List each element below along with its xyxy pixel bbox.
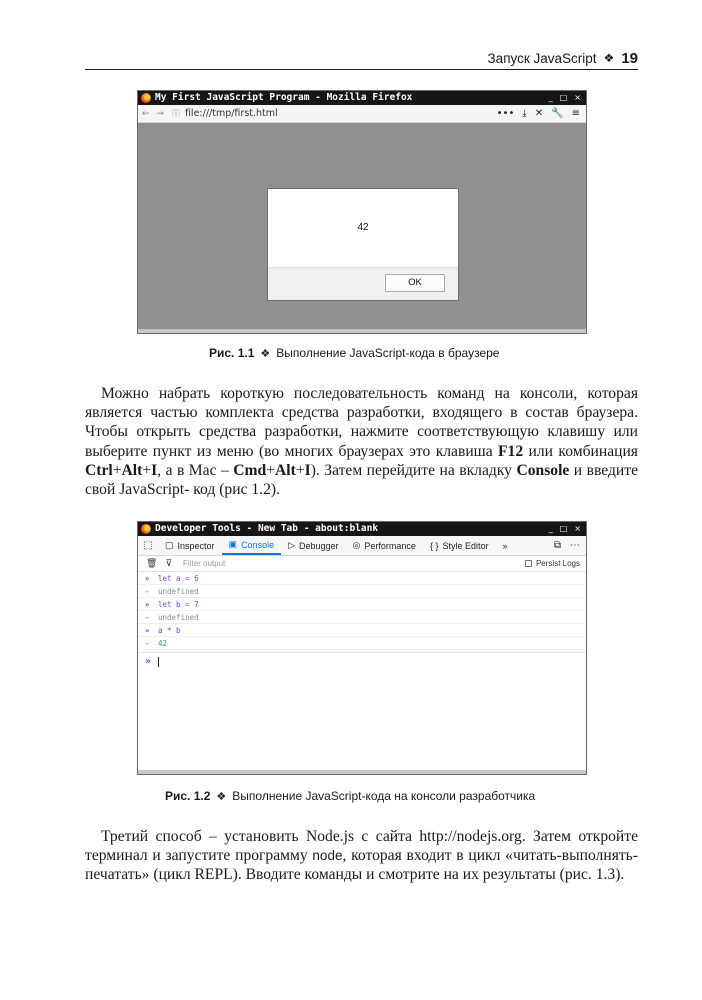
para-text: или комбинация	[523, 442, 638, 460]
key-i: I	[151, 461, 158, 479]
caption-text: Выполнение JavaScript-кода в браузере	[276, 346, 500, 360]
tab-debugger[interactable]	[281, 536, 345, 555]
caption-label: Рис. 1.1	[209, 346, 255, 360]
navigation-bar	[138, 105, 586, 123]
tab-label: Console	[241, 539, 275, 550]
info-icon[interactable]: ⓘ	[171, 109, 180, 118]
alert-dialog	[267, 188, 459, 301]
filter-icon[interactable]: ⊽	[165, 558, 173, 568]
menu-icon[interactable]: ≡	[571, 108, 580, 119]
console-input-line	[138, 572, 586, 585]
para-text: Можно набрать короткую последовательность команд на консоли, которая является частью комплекта средства разработки, входящего в состав браузера. Чтобы открыть средства разработки, нажмите соответствующую клавишу или выберите пункт из меню (во многих браузерах это клавиша	[85, 385, 638, 460]
window-bottom-edge	[138, 329, 586, 333]
para-text: ). Затем перейдите на вкладку	[310, 461, 517, 479]
filter-output-input[interactable]: Filter output	[183, 559, 226, 568]
para-text: , которая входит в цикл «читать-выполнять-печатать» (цикл REPL). Вводите команды и смотрите на их результаты (рис. 1.3).	[85, 847, 638, 884]
console-prompt-input[interactable]	[138, 652, 586, 670]
tab-label: Style Editor	[442, 540, 489, 551]
console-result-line	[138, 637, 586, 650]
firefox-logo-icon	[141, 93, 151, 103]
tab-label: Performance	[364, 540, 416, 551]
console-code: undefined	[158, 613, 199, 622]
tools-x-icon[interactable]: ✕	[534, 108, 544, 119]
plus-sign: +	[266, 461, 276, 479]
prompt-chevron-icon: »	[145, 656, 152, 667]
console-input-line	[138, 624, 586, 637]
window-title: My First JavaScript Program - Mozilla Firefox	[155, 92, 413, 103]
plus-sign: +	[112, 461, 122, 479]
output-arrow-icon: ←	[145, 639, 150, 648]
caption-ornament-icon: ❖	[260, 348, 271, 360]
console-code: let a = 6	[158, 574, 199, 583]
window-controls	[549, 522, 586, 536]
devtools-toolbar	[138, 536, 586, 556]
tab-performance[interactable]	[346, 536, 423, 555]
console-code: a * b	[158, 626, 181, 635]
tab-label: Debugger	[299, 540, 339, 551]
console-code: undefined	[158, 587, 199, 596]
figure-caption-1-2	[165, 789, 535, 803]
para-text: Третий способ – установить Node.js с сайта http://nodejs.org. Затем откройте терминал и запустите программу	[85, 828, 638, 865]
input-chevron-icon: »	[145, 626, 150, 635]
window-title: Developer Tools - New Tab - about:blank	[155, 523, 379, 534]
devtools-right-actions	[554, 536, 586, 555]
element-picker-icon[interactable]: ⬚	[143, 540, 153, 551]
minimize-icon[interactable]: _	[548, 524, 553, 533]
console-output	[138, 572, 586, 774]
para-text: , а в Mac –	[157, 461, 234, 479]
console-code: 42	[158, 639, 168, 648]
alert-message: 42	[357, 222, 369, 233]
close-icon[interactable]: ×	[574, 93, 581, 102]
caption-label: Рис. 1.2	[165, 789, 211, 803]
trash-icon[interactable]: 🗑	[146, 558, 158, 568]
ornament-icon: ❖	[603, 51, 615, 65]
key-alt: Alt	[121, 461, 143, 479]
body-paragraph-2	[85, 827, 638, 885]
console-input-line	[138, 598, 586, 611]
style-editor-icon: { }	[429, 540, 439, 551]
plus-sign: +	[142, 461, 152, 479]
performance-icon: ◎	[352, 540, 361, 550]
console-output-line	[138, 611, 586, 624]
key-i: I	[304, 461, 311, 479]
persist-logs-label: Persist Logs	[535, 559, 580, 568]
tab-inspector[interactable]	[158, 536, 222, 555]
debugger-icon: ▷	[288, 540, 296, 550]
para-text: и введите свой JavaScript- код (рис 1.2).	[85, 461, 638, 499]
program-name: node	[312, 848, 343, 864]
text-caret	[158, 657, 159, 667]
page-number: 19	[621, 49, 638, 67]
back-forward-icon[interactable]: ← →	[142, 108, 166, 119]
url-field[interactable]: file:///tmp/first.html	[184, 108, 278, 119]
plus-sign: +	[295, 461, 305, 479]
console-output-line	[138, 585, 586, 598]
window-bottom-edge	[138, 770, 586, 774]
running-title: Запуск JavaScript	[487, 50, 597, 66]
tab-console[interactable]	[222, 536, 282, 555]
key-f12: F12	[498, 442, 524, 460]
output-arrow-icon: ←	[145, 587, 150, 596]
key-alt: Alt	[275, 461, 296, 479]
close-icon[interactable]: ×	[574, 524, 581, 533]
dock-icon[interactable]: ⧉	[553, 540, 561, 551]
toolbar-icons	[497, 108, 586, 119]
key-ctrl: Ctrl	[85, 461, 113, 479]
firefox-window-screenshot	[137, 90, 587, 334]
key-cmd: Cmd	[233, 461, 267, 479]
more-tabs-chevron-icon[interactable]: »	[502, 540, 508, 551]
wrench-icon[interactable]: 🔧	[551, 108, 564, 119]
console-code: let b = 7	[158, 600, 199, 609]
inspector-icon: ▢	[165, 540, 174, 550]
persist-logs-checkbox[interactable]	[525, 560, 532, 567]
console-filter-bar	[138, 556, 586, 572]
page-actions-icon[interactable]: •••	[496, 108, 515, 119]
ok-button[interactable]: OK	[385, 274, 445, 292]
tab-name-console: Console	[516, 461, 570, 479]
input-chevron-icon: »	[145, 600, 150, 609]
more-options-icon[interactable]: ⋯	[570, 540, 580, 551]
persist-logs-toggle[interactable]	[525, 559, 586, 568]
tab-style-editor[interactable]	[423, 536, 496, 555]
caption-ornament-icon: ❖	[216, 791, 227, 803]
running-header	[85, 48, 638, 68]
input-chevron-icon: »	[145, 574, 150, 583]
tab-label: Inspector	[177, 540, 215, 551]
download-icon[interactable]: ⤓	[522, 108, 527, 119]
alert-footer	[268, 267, 458, 300]
devtools-window-screenshot	[137, 521, 587, 775]
page-content-dimmed	[138, 123, 586, 333]
header-rule	[85, 69, 638, 70]
window-titlebar	[138, 522, 586, 536]
minimize-icon[interactable]: _	[548, 93, 553, 102]
window-titlebar	[138, 91, 586, 105]
figure-caption-1-1	[209, 346, 499, 360]
maximize-icon[interactable]: □	[559, 93, 568, 102]
firefox-logo-icon	[141, 524, 151, 534]
output-arrow-icon: ←	[145, 613, 150, 622]
console-icon: ▣	[228, 539, 238, 549]
maximize-icon[interactable]: □	[559, 524, 568, 533]
window-controls	[549, 91, 586, 105]
caption-text: Выполнение JavaScript-кода на консоли разработчика	[232, 789, 536, 803]
body-paragraph-1	[85, 384, 638, 499]
